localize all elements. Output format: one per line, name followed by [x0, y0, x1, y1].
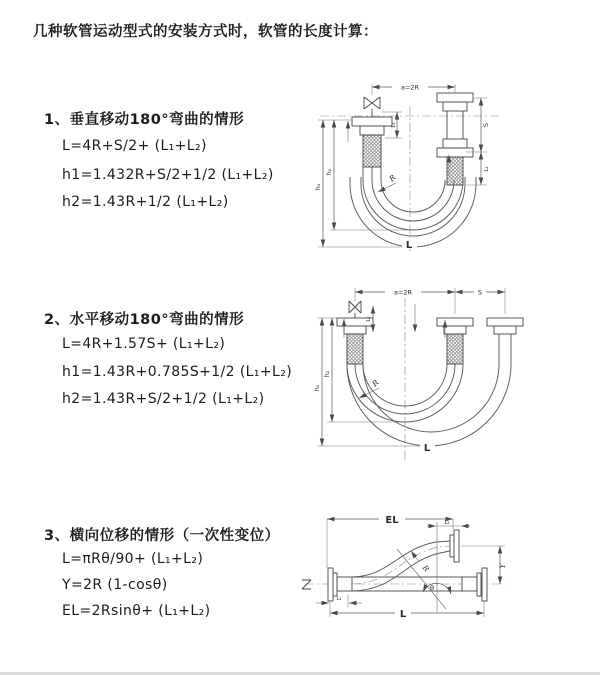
dim-label-a2r: a=2R	[400, 83, 420, 92]
section-3-formula-Y: Y=2R (1-cosθ)	[62, 577, 168, 593]
length-label	[402, 238, 417, 251]
section-3-formula-EL: EL=2Rsinθ+ (L₁+L₂)	[62, 603, 211, 619]
dim-label-l1: L₁	[391, 122, 397, 128]
dim-label-l2: L₂	[484, 166, 490, 172]
section-3-formula-L: L=πRθ/90+ (L₁+L₂)	[62, 551, 204, 567]
dim-label-el: EL	[385, 515, 399, 526]
dim-label-y: Y	[498, 563, 507, 569]
dim-label-h1: h₁	[314, 183, 322, 191]
hose-u-bends	[347, 334, 511, 446]
left-pipe-flange	[352, 117, 392, 167]
dimension-top-a2r-s	[355, 288, 505, 315]
section-1-formula-h1: h1=1.432R+S/2+1/2 (L₁+L₂)	[62, 167, 274, 183]
dimension-s-l2	[466, 98, 490, 185]
dim-label-s: S	[477, 288, 483, 297]
section-1-heading: 1、垂直移动180°弯曲的情形	[44, 112, 245, 128]
dimension-el	[327, 514, 453, 569]
dim-label-h2: h₂	[323, 370, 331, 378]
valve-symbol	[349, 301, 361, 318]
dim-label-s: S	[482, 122, 490, 128]
dim-label-l1: L₁	[366, 316, 372, 322]
section-1-formula-L: L=4R+S/2+ (L₁+L₂)	[62, 138, 207, 154]
dimension-l2	[427, 520, 470, 526]
right-pipe-flanges	[437, 93, 473, 185]
section-1-formula-h2: h2=1.43R+1/2 (L₁+L₂)	[62, 194, 229, 210]
dim-label-l: L	[405, 240, 413, 251]
dimension-l1	[316, 594, 362, 607]
section-2-formula-h2: h2=1.43R+S/2+1/2 (L₁+L₂)	[62, 391, 265, 407]
dim-label-theta: θ	[430, 584, 434, 592]
section-2-formula-L: L=4R+1.57S+ (L₁+L₂)	[62, 336, 226, 352]
dim-label-l2: L₂	[444, 520, 450, 526]
valve-symbol	[364, 97, 380, 117]
diagram-lateral-displacement	[298, 505, 563, 650]
dim-label-h1: h₁	[313, 384, 321, 392]
section-2-formula-h1: h1=1.43R+0.785S+1/2 (L₁+L₂)	[62, 364, 293, 380]
right-pipe-flange	[487, 318, 523, 334]
dim-label-r: R	[387, 172, 398, 184]
section-3-heading: 3、横向位移的情形（一次性变位）	[44, 528, 280, 544]
left-pipe-flange	[337, 318, 373, 364]
straight-hose-position	[328, 568, 487, 601]
diagram-horizontal-180-bend	[308, 278, 548, 468]
dim-label-r: R	[370, 377, 381, 389]
section-2-heading: 2、水平移动180°弯曲的情形	[44, 312, 245, 328]
datum-z-mark	[302, 580, 311, 589]
dimension-l	[330, 601, 484, 620]
length-label	[420, 441, 435, 454]
dim-label-r: R	[420, 563, 432, 574]
dim-label-l1: L₁	[336, 596, 342, 602]
dim-label-a2r: a=2R	[393, 288, 413, 297]
diagram-vertical-180-bend	[308, 70, 540, 258]
page-title: 几种软管运动型式的安装方式时，软管的长度计算：	[33, 24, 378, 40]
dim-label-h2: h₂	[325, 168, 333, 176]
curved-hose-position	[352, 530, 459, 591]
middle-pipe-flange	[437, 318, 473, 364]
dim-label-l: L	[399, 609, 407, 620]
dimension-l1	[366, 304, 415, 332]
dim-label-l: L	[423, 443, 431, 454]
